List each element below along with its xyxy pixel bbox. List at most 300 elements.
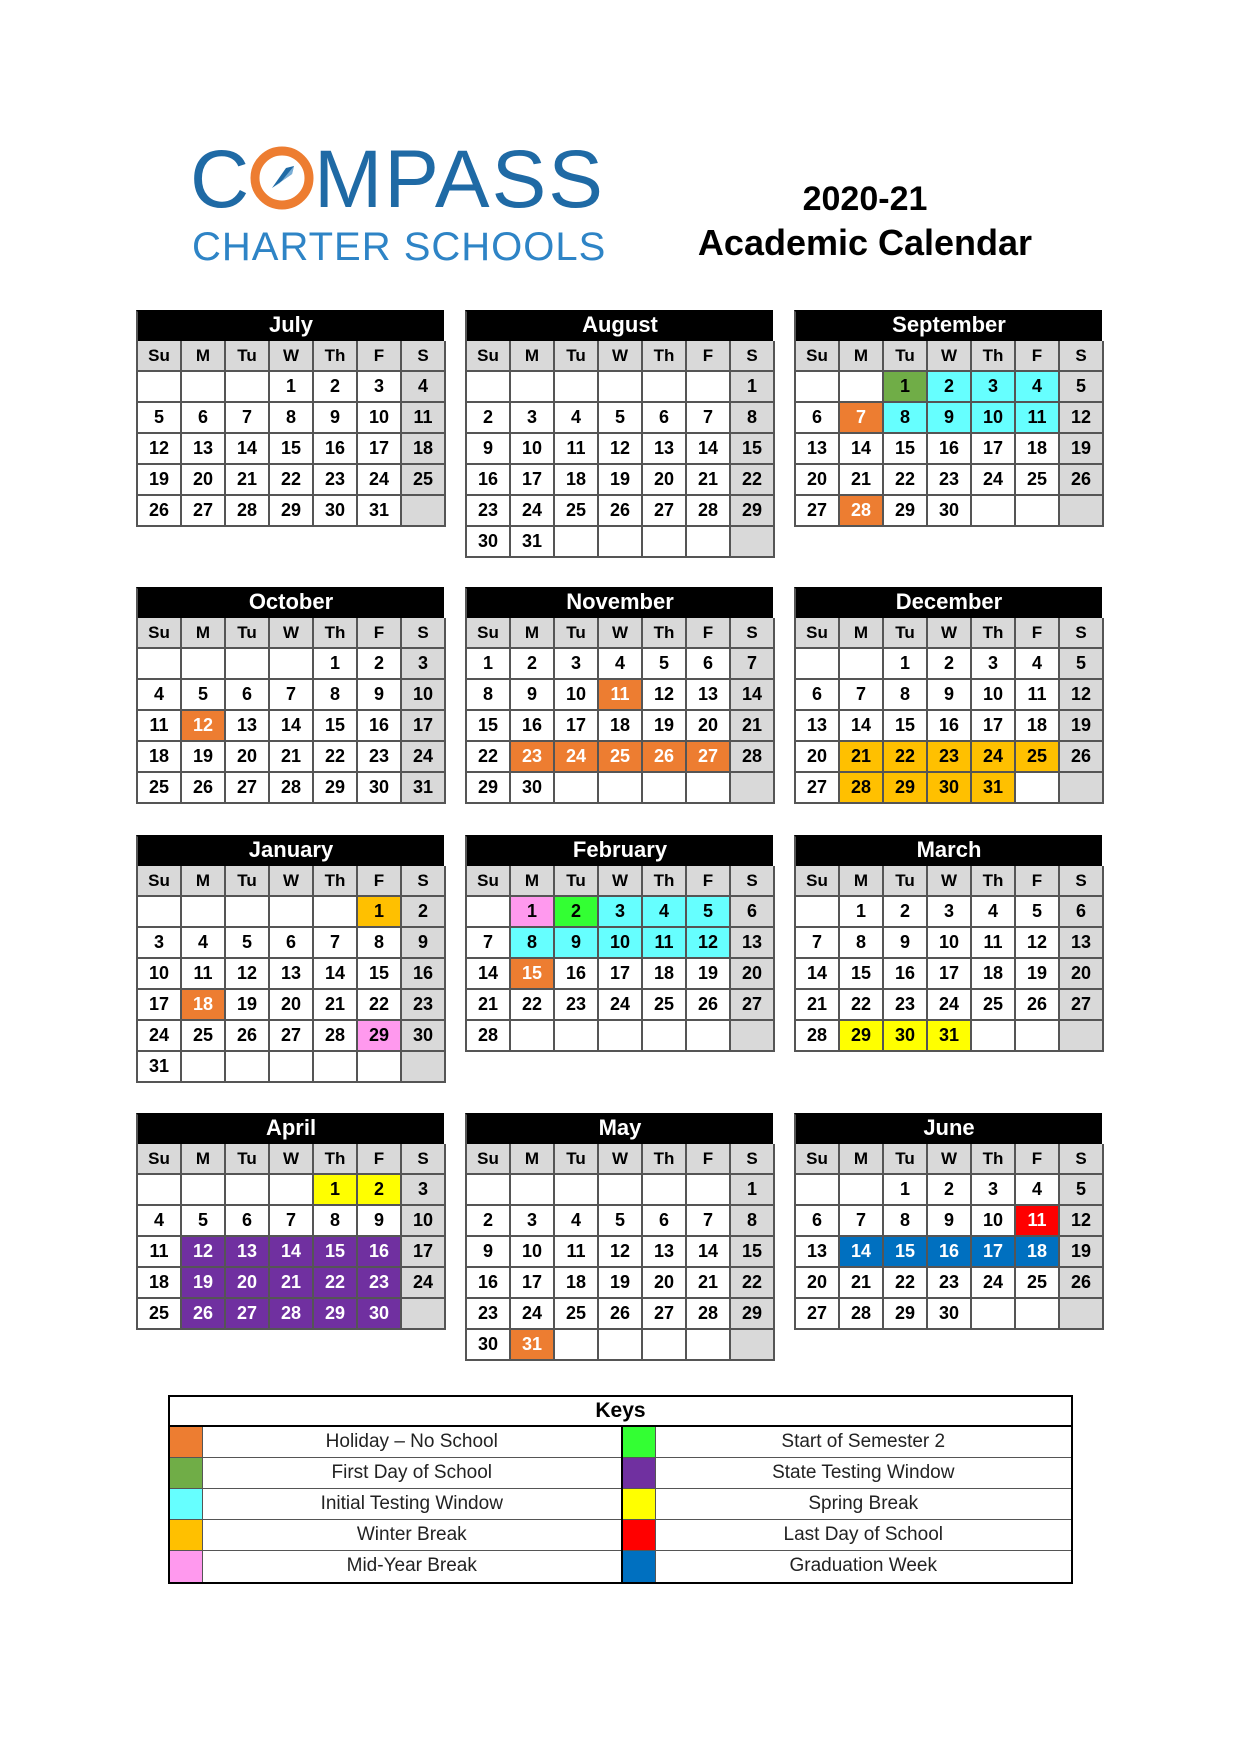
day-cell: 21 — [270, 742, 314, 773]
day-cell: 9 — [511, 680, 555, 711]
empty-cell — [840, 372, 884, 403]
empty-cell — [182, 649, 226, 680]
day-cell: 31 — [928, 1021, 972, 1052]
key-label: Start of Semester 2 — [781, 1431, 946, 1452]
day-cell: 28 — [687, 496, 731, 527]
day-cell: 11 — [643, 928, 687, 959]
weekday-header: Th — [643, 341, 687, 372]
day-cell: 6 — [643, 1206, 687, 1237]
month-name: December — [796, 589, 1102, 618]
day-cell: 17 — [358, 434, 402, 465]
key-row — [623, 1551, 1072, 1582]
month-september — [794, 310, 1102, 527]
day-cell: 15 — [884, 711, 928, 742]
empty-cell — [687, 1021, 731, 1052]
day-cell: 18 — [182, 990, 226, 1021]
day-cell: 3 — [402, 1175, 446, 1206]
day-cell: 6 — [731, 897, 775, 928]
day-cell: 22 — [731, 465, 775, 496]
weekday-header: Tu — [884, 341, 928, 372]
svg-text:C: C — [190, 135, 252, 225]
day-cell: 10 — [599, 928, 643, 959]
day-cell: 13 — [643, 1237, 687, 1268]
day-cell: 3 — [511, 403, 555, 434]
day-cell: 8 — [884, 680, 928, 711]
day-cell: 22 — [884, 1268, 928, 1299]
day-cell: 2 — [511, 649, 555, 680]
empty-cell — [599, 1330, 643, 1361]
day-cell: 13 — [182, 434, 226, 465]
day-cell: 7 — [687, 1206, 731, 1237]
keys-title: Keys — [170, 1397, 1071, 1427]
day-cell: 7 — [731, 649, 775, 680]
month-name: April — [138, 1115, 444, 1144]
day-cell: 26 — [226, 1021, 270, 1052]
month-june — [794, 1113, 1102, 1330]
day-cell: 12 — [1060, 403, 1104, 434]
day-cell: 16 — [402, 959, 446, 990]
weekday-header: Tu — [555, 341, 599, 372]
weekday-header: F — [358, 618, 402, 649]
day-cell: 19 — [599, 1268, 643, 1299]
weekday-header: F — [358, 1144, 402, 1175]
day-cell: 2 — [402, 897, 446, 928]
svg-text:CHARTER SCHOOLS: CHARTER SCHOOLS — [192, 225, 607, 269]
day-cell: 19 — [1060, 711, 1104, 742]
month-name: February — [467, 837, 773, 866]
day-cell: 28 — [840, 1299, 884, 1330]
day-cell: 3 — [402, 649, 446, 680]
empty-cell — [796, 897, 840, 928]
day-cell: 8 — [467, 680, 511, 711]
day-cell: 28 — [840, 773, 884, 804]
weekday-header: S — [402, 618, 446, 649]
day-cell: 5 — [599, 1206, 643, 1237]
day-cell: 5 — [226, 928, 270, 959]
empty-cell — [555, 527, 599, 558]
day-cell: 24 — [972, 465, 1016, 496]
empty-cell — [1016, 1299, 1060, 1330]
day-cell: 6 — [643, 403, 687, 434]
day-cell: 22 — [884, 742, 928, 773]
weekday-header: S — [731, 866, 775, 897]
key-row — [170, 1427, 621, 1458]
day-cell: 28 — [314, 1021, 358, 1052]
day-cell: 24 — [402, 742, 446, 773]
empty-cell — [687, 527, 731, 558]
day-cell: 4 — [1016, 372, 1060, 403]
weekday-header: S — [731, 1144, 775, 1175]
month-november — [465, 587, 773, 804]
empty-cell — [138, 372, 182, 403]
weekday-header: F — [1016, 866, 1060, 897]
day-cell: 18 — [1016, 1237, 1060, 1268]
empty-cell — [270, 897, 314, 928]
day-cell: 22 — [270, 465, 314, 496]
day-cell: 18 — [1016, 711, 1060, 742]
day-cell: 4 — [555, 403, 599, 434]
key-swatch — [623, 1458, 656, 1488]
day-cell: 31 — [138, 1052, 182, 1083]
day-cell: 10 — [511, 1237, 555, 1268]
day-cell: 28 — [796, 1021, 840, 1052]
day-cell: 21 — [687, 465, 731, 496]
day-cell: 20 — [796, 742, 840, 773]
day-cell: 26 — [182, 773, 226, 804]
day-cell: 24 — [511, 1299, 555, 1330]
day-cell: 26 — [1016, 990, 1060, 1021]
day-cell: 9 — [928, 1206, 972, 1237]
weekday-header: F — [687, 1144, 731, 1175]
weekday-header: Tu — [884, 1144, 928, 1175]
day-cell: 18 — [1016, 434, 1060, 465]
empty-cell — [555, 1021, 599, 1052]
day-cell: 7 — [840, 1206, 884, 1237]
day-cell: 10 — [358, 403, 402, 434]
day-cell: 6 — [796, 1206, 840, 1237]
day-cell: 23 — [928, 1268, 972, 1299]
day-cell: 20 — [643, 465, 687, 496]
day-cell: 3 — [358, 372, 402, 403]
day-cell: 14 — [840, 434, 884, 465]
weekday-header: Th — [972, 341, 1016, 372]
weekday-header: Th — [972, 618, 1016, 649]
empty-cell — [599, 1175, 643, 1206]
day-cell: 13 — [687, 680, 731, 711]
key-swatch — [623, 1551, 656, 1582]
day-cell: 11 — [599, 680, 643, 711]
day-cell: 20 — [687, 711, 731, 742]
day-cell: 15 — [358, 959, 402, 990]
day-cell: 17 — [555, 711, 599, 742]
day-cell: 29 — [884, 496, 928, 527]
key-label: Graduation Week — [789, 1555, 937, 1576]
day-cell: 29 — [270, 496, 314, 527]
day-cell: 3 — [972, 372, 1016, 403]
day-cell: 9 — [358, 680, 402, 711]
weekday-header: Su — [796, 866, 840, 897]
weekday-header: Su — [467, 866, 511, 897]
day-cell: 9 — [314, 403, 358, 434]
day-cell: 31 — [358, 496, 402, 527]
day-cell: 15 — [511, 959, 555, 990]
weekday-header: Th — [314, 618, 358, 649]
day-cell: 26 — [599, 1299, 643, 1330]
day-cell: 8 — [884, 403, 928, 434]
empty-cell — [1060, 1299, 1104, 1330]
day-cell: 14 — [226, 434, 270, 465]
day-cell: 16 — [555, 959, 599, 990]
title-year: 2020-21 — [802, 180, 928, 218]
day-cell: 16 — [467, 1268, 511, 1299]
day-cell: 10 — [402, 1206, 446, 1237]
day-cell: 18 — [555, 465, 599, 496]
day-cell: 24 — [972, 742, 1016, 773]
day-cell: 27 — [226, 1299, 270, 1330]
day-cell: 21 — [840, 742, 884, 773]
key-row — [623, 1458, 1072, 1489]
day-cell: 25 — [138, 773, 182, 804]
weekday-header: Tu — [226, 1144, 270, 1175]
day-cell: 23 — [928, 742, 972, 773]
day-cell: 23 — [467, 1299, 511, 1330]
month-name: September — [796, 312, 1102, 341]
day-cell: 21 — [467, 990, 511, 1021]
day-cell: 19 — [182, 1268, 226, 1299]
weekday-header: Su — [138, 1144, 182, 1175]
day-cell: 2 — [314, 372, 358, 403]
key-row — [170, 1551, 621, 1582]
empty-cell — [796, 372, 840, 403]
day-cell: 25 — [643, 990, 687, 1021]
compass-logo-graphic — [190, 135, 610, 275]
empty-cell — [270, 1052, 314, 1083]
day-cell: 25 — [1016, 465, 1060, 496]
weekday-header: Th — [643, 1144, 687, 1175]
day-cell: 16 — [928, 711, 972, 742]
empty-cell — [511, 1175, 555, 1206]
key-swatch — [623, 1427, 656, 1457]
weekday-header: M — [511, 1144, 555, 1175]
key-swatch — [623, 1520, 656, 1550]
day-cell: 18 — [643, 959, 687, 990]
day-cell: 30 — [467, 1330, 511, 1361]
day-cell: 23 — [314, 465, 358, 496]
weekday-header: Th — [314, 341, 358, 372]
day-cell: 20 — [1060, 959, 1104, 990]
day-cell: 11 — [555, 1237, 599, 1268]
empty-cell — [599, 1021, 643, 1052]
empty-cell — [796, 649, 840, 680]
day-cell: 28 — [270, 773, 314, 804]
day-cell: 15 — [314, 711, 358, 742]
key-label: Winter Break — [356, 1524, 467, 1545]
weekday-header: S — [731, 618, 775, 649]
month-name: July — [138, 312, 444, 341]
empty-cell — [1016, 1021, 1060, 1052]
empty-cell — [731, 527, 775, 558]
day-cell: 7 — [840, 403, 884, 434]
weekday-header: S — [402, 866, 446, 897]
day-cell: 6 — [270, 928, 314, 959]
weekday-header: M — [182, 866, 226, 897]
day-cell: 12 — [687, 928, 731, 959]
empty-cell — [840, 649, 884, 680]
day-cell: 20 — [226, 742, 270, 773]
day-cell: 20 — [226, 1268, 270, 1299]
day-cell: 29 — [731, 1299, 775, 1330]
empty-cell — [972, 1021, 1016, 1052]
title-main: Academic Calendar — [697, 222, 1033, 263]
day-cell: 25 — [402, 465, 446, 496]
day-cell: 16 — [358, 1237, 402, 1268]
weekday-header: Tu — [555, 618, 599, 649]
compass-logo — [190, 135, 610, 275]
weekday-header: F — [1016, 341, 1060, 372]
day-cell: 25 — [599, 742, 643, 773]
day-cell: 30 — [884, 1021, 928, 1052]
day-cell: 26 — [1060, 465, 1104, 496]
day-cell: 19 — [643, 711, 687, 742]
day-cell: 21 — [731, 711, 775, 742]
day-cell: 15 — [884, 434, 928, 465]
day-cell: 15 — [840, 959, 884, 990]
month-may — [465, 1113, 773, 1361]
day-cell: 10 — [555, 680, 599, 711]
day-cell: 9 — [928, 680, 972, 711]
key-label: State Testing Window — [772, 1462, 955, 1483]
day-cell: 16 — [358, 711, 402, 742]
day-cell: 3 — [972, 1175, 1016, 1206]
day-cell: 28 — [270, 1299, 314, 1330]
day-cell: 1 — [840, 897, 884, 928]
day-cell: 29 — [884, 1299, 928, 1330]
day-cell: 17 — [972, 434, 1016, 465]
day-cell: 15 — [314, 1237, 358, 1268]
weekday-header: Su — [467, 618, 511, 649]
day-cell: 30 — [358, 773, 402, 804]
day-cell: 2 — [928, 372, 972, 403]
day-cell: 6 — [1060, 897, 1104, 928]
empty-cell — [1060, 496, 1104, 527]
month-name: August — [467, 312, 773, 341]
day-cell: 18 — [138, 1268, 182, 1299]
day-cell: 17 — [511, 1268, 555, 1299]
day-cell: 16 — [928, 434, 972, 465]
day-cell: 13 — [643, 434, 687, 465]
day-cell: 21 — [687, 1268, 731, 1299]
day-cell: 27 — [182, 496, 226, 527]
day-cell: 3 — [928, 897, 972, 928]
day-cell: 2 — [928, 1175, 972, 1206]
key-swatch — [170, 1427, 203, 1457]
empty-cell — [687, 773, 731, 804]
day-cell: 22 — [467, 742, 511, 773]
weekday-header: S — [1060, 618, 1104, 649]
empty-cell — [138, 649, 182, 680]
empty-cell — [599, 773, 643, 804]
day-cell: 13 — [731, 928, 775, 959]
key-label: First Day of School — [331, 1462, 492, 1483]
day-cell: 17 — [402, 711, 446, 742]
svg-text:MPASS: MPASS — [314, 135, 605, 225]
day-cell: 3 — [599, 897, 643, 928]
day-cell: 13 — [226, 711, 270, 742]
day-cell: 4 — [138, 1206, 182, 1237]
day-cell: 23 — [555, 990, 599, 1021]
empty-cell — [643, 1021, 687, 1052]
weekday-header: M — [840, 618, 884, 649]
empty-cell — [138, 897, 182, 928]
weekday-header: F — [687, 866, 731, 897]
weekday-header: Tu — [555, 866, 599, 897]
day-cell: 21 — [840, 1268, 884, 1299]
key-row — [170, 1520, 621, 1551]
day-cell: 11 — [972, 928, 1016, 959]
day-cell: 19 — [687, 959, 731, 990]
empty-cell — [226, 897, 270, 928]
day-cell: 8 — [731, 1206, 775, 1237]
day-cell: 4 — [1016, 1175, 1060, 1206]
key-swatch — [623, 1489, 656, 1519]
weekday-header: S — [1060, 1144, 1104, 1175]
day-cell: 7 — [840, 680, 884, 711]
day-cell: 11 — [555, 434, 599, 465]
key-label: Mid-Year Break — [346, 1555, 477, 1576]
empty-cell — [643, 527, 687, 558]
weekday-header: Su — [796, 341, 840, 372]
day-cell: 26 — [643, 742, 687, 773]
empty-cell — [687, 372, 731, 403]
day-cell: 13 — [1060, 928, 1104, 959]
month-february — [465, 835, 773, 1052]
weekday-header: W — [599, 1144, 643, 1175]
empty-cell — [687, 1175, 731, 1206]
day-cell: 25 — [1016, 742, 1060, 773]
day-cell: 4 — [138, 680, 182, 711]
empty-cell — [226, 372, 270, 403]
day-cell: 27 — [226, 773, 270, 804]
day-cell: 30 — [358, 1299, 402, 1330]
key-row — [623, 1520, 1072, 1551]
empty-cell — [270, 1175, 314, 1206]
day-cell: 10 — [928, 928, 972, 959]
empty-cell — [138, 1175, 182, 1206]
day-cell: 4 — [182, 928, 226, 959]
month-march — [794, 835, 1102, 1052]
day-cell: 27 — [687, 742, 731, 773]
weekday-header: F — [687, 341, 731, 372]
day-cell: 27 — [796, 1299, 840, 1330]
day-cell: 17 — [599, 959, 643, 990]
day-cell: 11 — [138, 1237, 182, 1268]
day-cell: 8 — [314, 1206, 358, 1237]
day-cell: 5 — [1060, 649, 1104, 680]
empty-cell — [555, 773, 599, 804]
day-cell: 11 — [182, 959, 226, 990]
month-name: March — [796, 837, 1102, 866]
empty-cell — [226, 649, 270, 680]
day-cell: 5 — [643, 649, 687, 680]
day-cell: 8 — [884, 1206, 928, 1237]
day-cell: 3 — [138, 928, 182, 959]
day-cell: 27 — [643, 496, 687, 527]
weekday-header: Tu — [884, 866, 928, 897]
day-cell: 7 — [467, 928, 511, 959]
day-cell: 11 — [138, 711, 182, 742]
day-cell: 5 — [1060, 372, 1104, 403]
day-cell: 30 — [511, 773, 555, 804]
day-cell: 9 — [555, 928, 599, 959]
day-cell: 12 — [599, 434, 643, 465]
empty-cell — [796, 1175, 840, 1206]
day-cell: 14 — [687, 434, 731, 465]
day-cell: 25 — [972, 990, 1016, 1021]
month-january — [136, 835, 444, 1083]
day-cell: 8 — [731, 403, 775, 434]
day-cell: 22 — [314, 1268, 358, 1299]
day-cell: 1 — [314, 649, 358, 680]
day-cell: 10 — [972, 403, 1016, 434]
day-cell: 30 — [928, 496, 972, 527]
day-cell: 20 — [796, 465, 840, 496]
day-cell: 19 — [1060, 1237, 1104, 1268]
keys-legend — [168, 1395, 1073, 1584]
day-cell: 24 — [511, 496, 555, 527]
day-cell: 14 — [687, 1237, 731, 1268]
weekday-header: M — [511, 866, 555, 897]
day-cell: 12 — [226, 959, 270, 990]
